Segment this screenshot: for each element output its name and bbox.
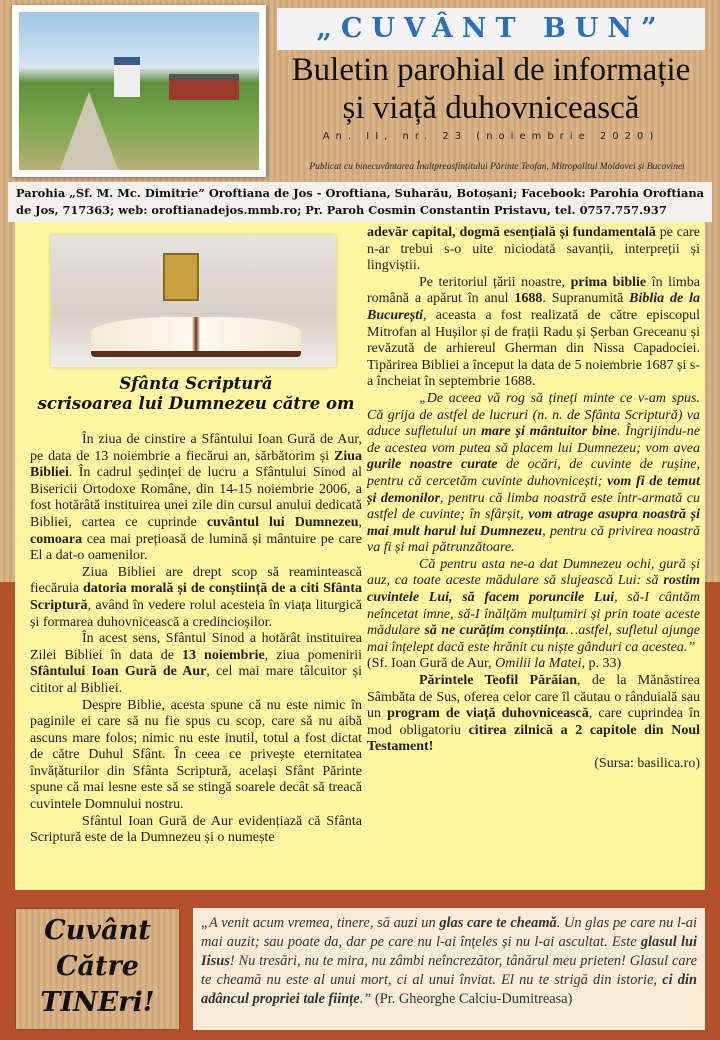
text-segment: citirea zilnică a 2 capitole din Noul Testament! bbox=[367, 722, 700, 755]
text-segment: . Supranumită bbox=[542, 291, 630, 307]
text-segment: În acest sens, Sfântul Sinod a hotărât instituirea Zilei Bibliei în data de bbox=[30, 631, 362, 663]
text-segment: ! Nu tresări, nu te mira, nu zâmbi neîncrezător, tânărul meu prieten! Glasul care te cheamă nu este al unui mort, ci al unui înviat. El nu te strigă din istorie, bbox=[201, 953, 697, 988]
text-segment: 1688 bbox=[514, 291, 543, 307]
text-segment: prima biblie bbox=[570, 274, 647, 290]
youth-quote bbox=[193, 908, 705, 1030]
text-segment: gurile noastre curate bbox=[367, 457, 498, 473]
text-segment: Ziua Bibliei are drept scop să reamintească fiecăruia bbox=[30, 564, 362, 597]
text-segment: Părintele Teofil Părăian bbox=[419, 673, 577, 689]
text-segment: de ocări, de cuvinte de rușine, pentru că cercetăm cuvinte duhovnicești; bbox=[367, 457, 700, 489]
church-photo bbox=[12, 5, 266, 177]
paragraph bbox=[30, 565, 362, 631]
saint-icon bbox=[163, 253, 199, 301]
paragraph bbox=[30, 698, 362, 814]
text-segment: . Îngrijindu-ne de acestea vom putea să placem lui Dumnezeu; vom avea bbox=[367, 424, 701, 456]
article-panel bbox=[15, 222, 705, 890]
issue-number: An. II, nr. 23 (noiembrie 2020) bbox=[322, 131, 660, 142]
text-segment: , să-I cântăm neîncetat imne, să-I înălțăm mulțumiri și prin toate aceste mădulare bbox=[367, 590, 700, 639]
text-segment: cuvântul lui Dumnezeu bbox=[206, 514, 359, 530]
text-segment: , ziua pomenirii bbox=[264, 647, 362, 663]
text-segment: .” bbox=[359, 991, 372, 1007]
open-book-icon bbox=[91, 317, 301, 357]
label-line3: TINEri! bbox=[40, 987, 155, 1018]
text-segment: comoara bbox=[30, 531, 83, 547]
title-line2: scrisoarea lui Dumnezeu către om bbox=[37, 394, 355, 413]
text-segment: vom fi de temut și demonilor bbox=[367, 473, 700, 506]
text-segment: pe care n-ar trebui s-o uite niciodată savanții, interpreții și lingviștii. bbox=[367, 225, 700, 274]
article-title bbox=[30, 374, 362, 414]
text-segment: , bbox=[358, 514, 362, 530]
text-segment: Sfântului Ioan Gură de Aur bbox=[30, 664, 207, 680]
paragraph bbox=[367, 673, 700, 756]
title-line1: Sfânta Scriptură bbox=[119, 374, 273, 393]
paragraph bbox=[30, 432, 362, 565]
paragraph bbox=[30, 631, 362, 697]
title-text: „CUVÂNT BUN” bbox=[316, 13, 666, 44]
text-segment: , pentru că limba noastră este într-armată cu astfel de cuvinte; în sfârșit, bbox=[367, 490, 700, 523]
text-segment: datoria morală și de conștiință de a citi Sfânta Scriptură bbox=[30, 581, 362, 613]
blessing-line: Publicat cu binecuvântarea Înaltpreasfințitului Părinte Teofan, Mitropolitul Moldovei și Bucovinei bbox=[309, 162, 685, 172]
text-segment: , p. 33) bbox=[581, 656, 622, 672]
text-segment: să ne curățim conștiința bbox=[424, 623, 566, 639]
paragraph bbox=[367, 391, 700, 557]
text-segment: 13 noiembrie bbox=[182, 647, 265, 663]
text-segment: rostim cuvintele Lui, să facem poruncile Lui bbox=[367, 573, 700, 606]
text-segment: „A venit acum vremea, tinere, să auzi un bbox=[201, 915, 440, 931]
text-segment: , care cuprindea în mod obligatoriu bbox=[367, 706, 700, 738]
text-segment: În ziua de cinstire a Sfântului Ioan Gură de Aur, pe data de 13 noiembrie a fiecărui an, sărbătorim și bbox=[30, 432, 362, 464]
text-segment: , aceasta a fost realizată de către episcopul Mitrofan al Hușilor și de frații Radu și Șerban Greceanu și revăzută de arhiereul Gherman din Nissa Capadociei. Tipărirea Bibliei a început la data de 5 noiembrie 1687 și s-a încheiat în septembrie 1688. bbox=[367, 307, 700, 390]
left-column bbox=[30, 432, 362, 847]
text-segment: mare și mântuitor bine bbox=[481, 424, 617, 440]
text-segment: (Sf. Ioan Gură de Aur, bbox=[367, 656, 496, 672]
text-segment: Pe teritoriul țării noastre, bbox=[419, 274, 571, 290]
bible-image bbox=[51, 235, 336, 367]
subtitle-line1: Buletin parohial de informație bbox=[291, 52, 691, 88]
text-segment: adevăr capital, dogmă esențială și fundamentală bbox=[367, 225, 656, 240]
contact-bar: Parohia „Sf. M. Mc. Dimitrie” Oroftiana de Jos - Oroftiana, Suharău, Botoșani; Facebook: Parohia Oroftiana de Jos, 717363; web: oroftianadejos.mmb.ro; Pr. Paroh Cosmin Constantin Pristavu, tel. 0757.757.937 bbox=[8, 182, 712, 222]
chapel-icon bbox=[114, 57, 140, 97]
text-segment: „De aceea vă rog să țineți minte ce v-am spus. Că grija de astfel de lucruri (n. n. de Sfânta Scriptură) va aduce sufletului un bbox=[367, 390, 700, 440]
subtitle-line2: și viață duhovnicească bbox=[342, 90, 640, 126]
paragraph bbox=[367, 275, 700, 391]
paragraph bbox=[367, 557, 700, 657]
text-segment: Că pentru asta ne-a dat Dumnezeu ochi, gură și auz, ca toate aceste mădulare să slujească Lui: să bbox=[367, 556, 700, 589]
paragraph bbox=[367, 656, 700, 673]
text-segment: program de viață duhovnicească bbox=[387, 706, 589, 722]
text-segment: , având în vedere rolul acesteia în viața liturgică și formarea duhovnicească a credincioșilor. bbox=[30, 597, 362, 630]
text-segment: …astfel, sufletul ajunge mai înțelept dacă este hrănit cu niște gânduri ca acestea.” bbox=[367, 623, 700, 655]
text-segment: Omilii la Matei bbox=[495, 656, 582, 672]
masthead-title bbox=[277, 8, 705, 50]
label-line2: Către bbox=[56, 951, 139, 982]
text-segment: Sfântul Ioan Gură de Aur evidențiază că Sfânta Scriptură este de la Dumnezeu și o numește bbox=[30, 813, 362, 846]
label-line1: Cuvânt bbox=[44, 915, 151, 946]
paragraph bbox=[367, 225, 700, 275]
text-segment: Despre Biblie, acesta spune că nu este nimic în paginile ei care să nu fie spus cu scop, care să nu aibă ascuns mare folos; nimic nu este inutil, totul a fost dictat de către Duhul Sfânt. În ceea ce privește eternitatea învățăturilor din Sfânta Scriptură, același Sfânt Părinte spune că mai lesne este să se stingă soarele decât să treacă cuvintele Domnului nostru. bbox=[30, 697, 362, 813]
text-segment: vom atrage asupra noastră și mai mult harul lui Dumnezeu bbox=[367, 507, 701, 539]
text-segment: Ziua Bibliei bbox=[30, 448, 362, 481]
text-segment: (Pr. Gheorghe Calciu-Dumitreasa) bbox=[371, 991, 573, 1007]
text-segment: glasul lui Iisus bbox=[201, 934, 697, 969]
text-segment: glas care te cheamă bbox=[439, 915, 557, 931]
text-segment: , cel mai mare tâlcuitor și cititor al Bibliei. bbox=[30, 664, 363, 696]
text-segment: ci din adâncul propriei tale ființe bbox=[201, 972, 697, 1007]
text-segment: în limba română a apărut în anul bbox=[367, 274, 700, 307]
text-segment: (Sursa: basilica.ro) bbox=[594, 756, 700, 771]
text-segment: . În cadrul ședinței de lucru a Sfântului Sinod al Bisericii Ortodoxe Române, din 14-15 noiembrie 2006, a fost hotărâtă instituirea unei zile din cursul anului dedicată Bibliei, cartea ce cuprinde bbox=[30, 465, 362, 530]
text-segment: Biblia de la București bbox=[367, 291, 700, 323]
youth-section-label bbox=[15, 908, 180, 1030]
text-segment: cea mai prețioasă de lumină și mântuire pe care El a dat-o oamenilor. bbox=[30, 531, 362, 564]
paragraph bbox=[367, 756, 700, 773]
text-segment: , pentru că privirea noastră va fi și mai pătrunzătoare. bbox=[367, 523, 700, 556]
right-column bbox=[367, 225, 700, 773]
paragraph bbox=[30, 814, 362, 847]
text-segment: . Un glas pe care nu l-ai mai auzit; sau poate da, dar pe care nu l-ai înțeles și nu l-ai ascultat. Este bbox=[201, 915, 697, 950]
text-segment: , de la Mănăstirea Sâmbăta de Sus, oferea celor care îl căutau o rânduială sau un bbox=[367, 673, 700, 722]
